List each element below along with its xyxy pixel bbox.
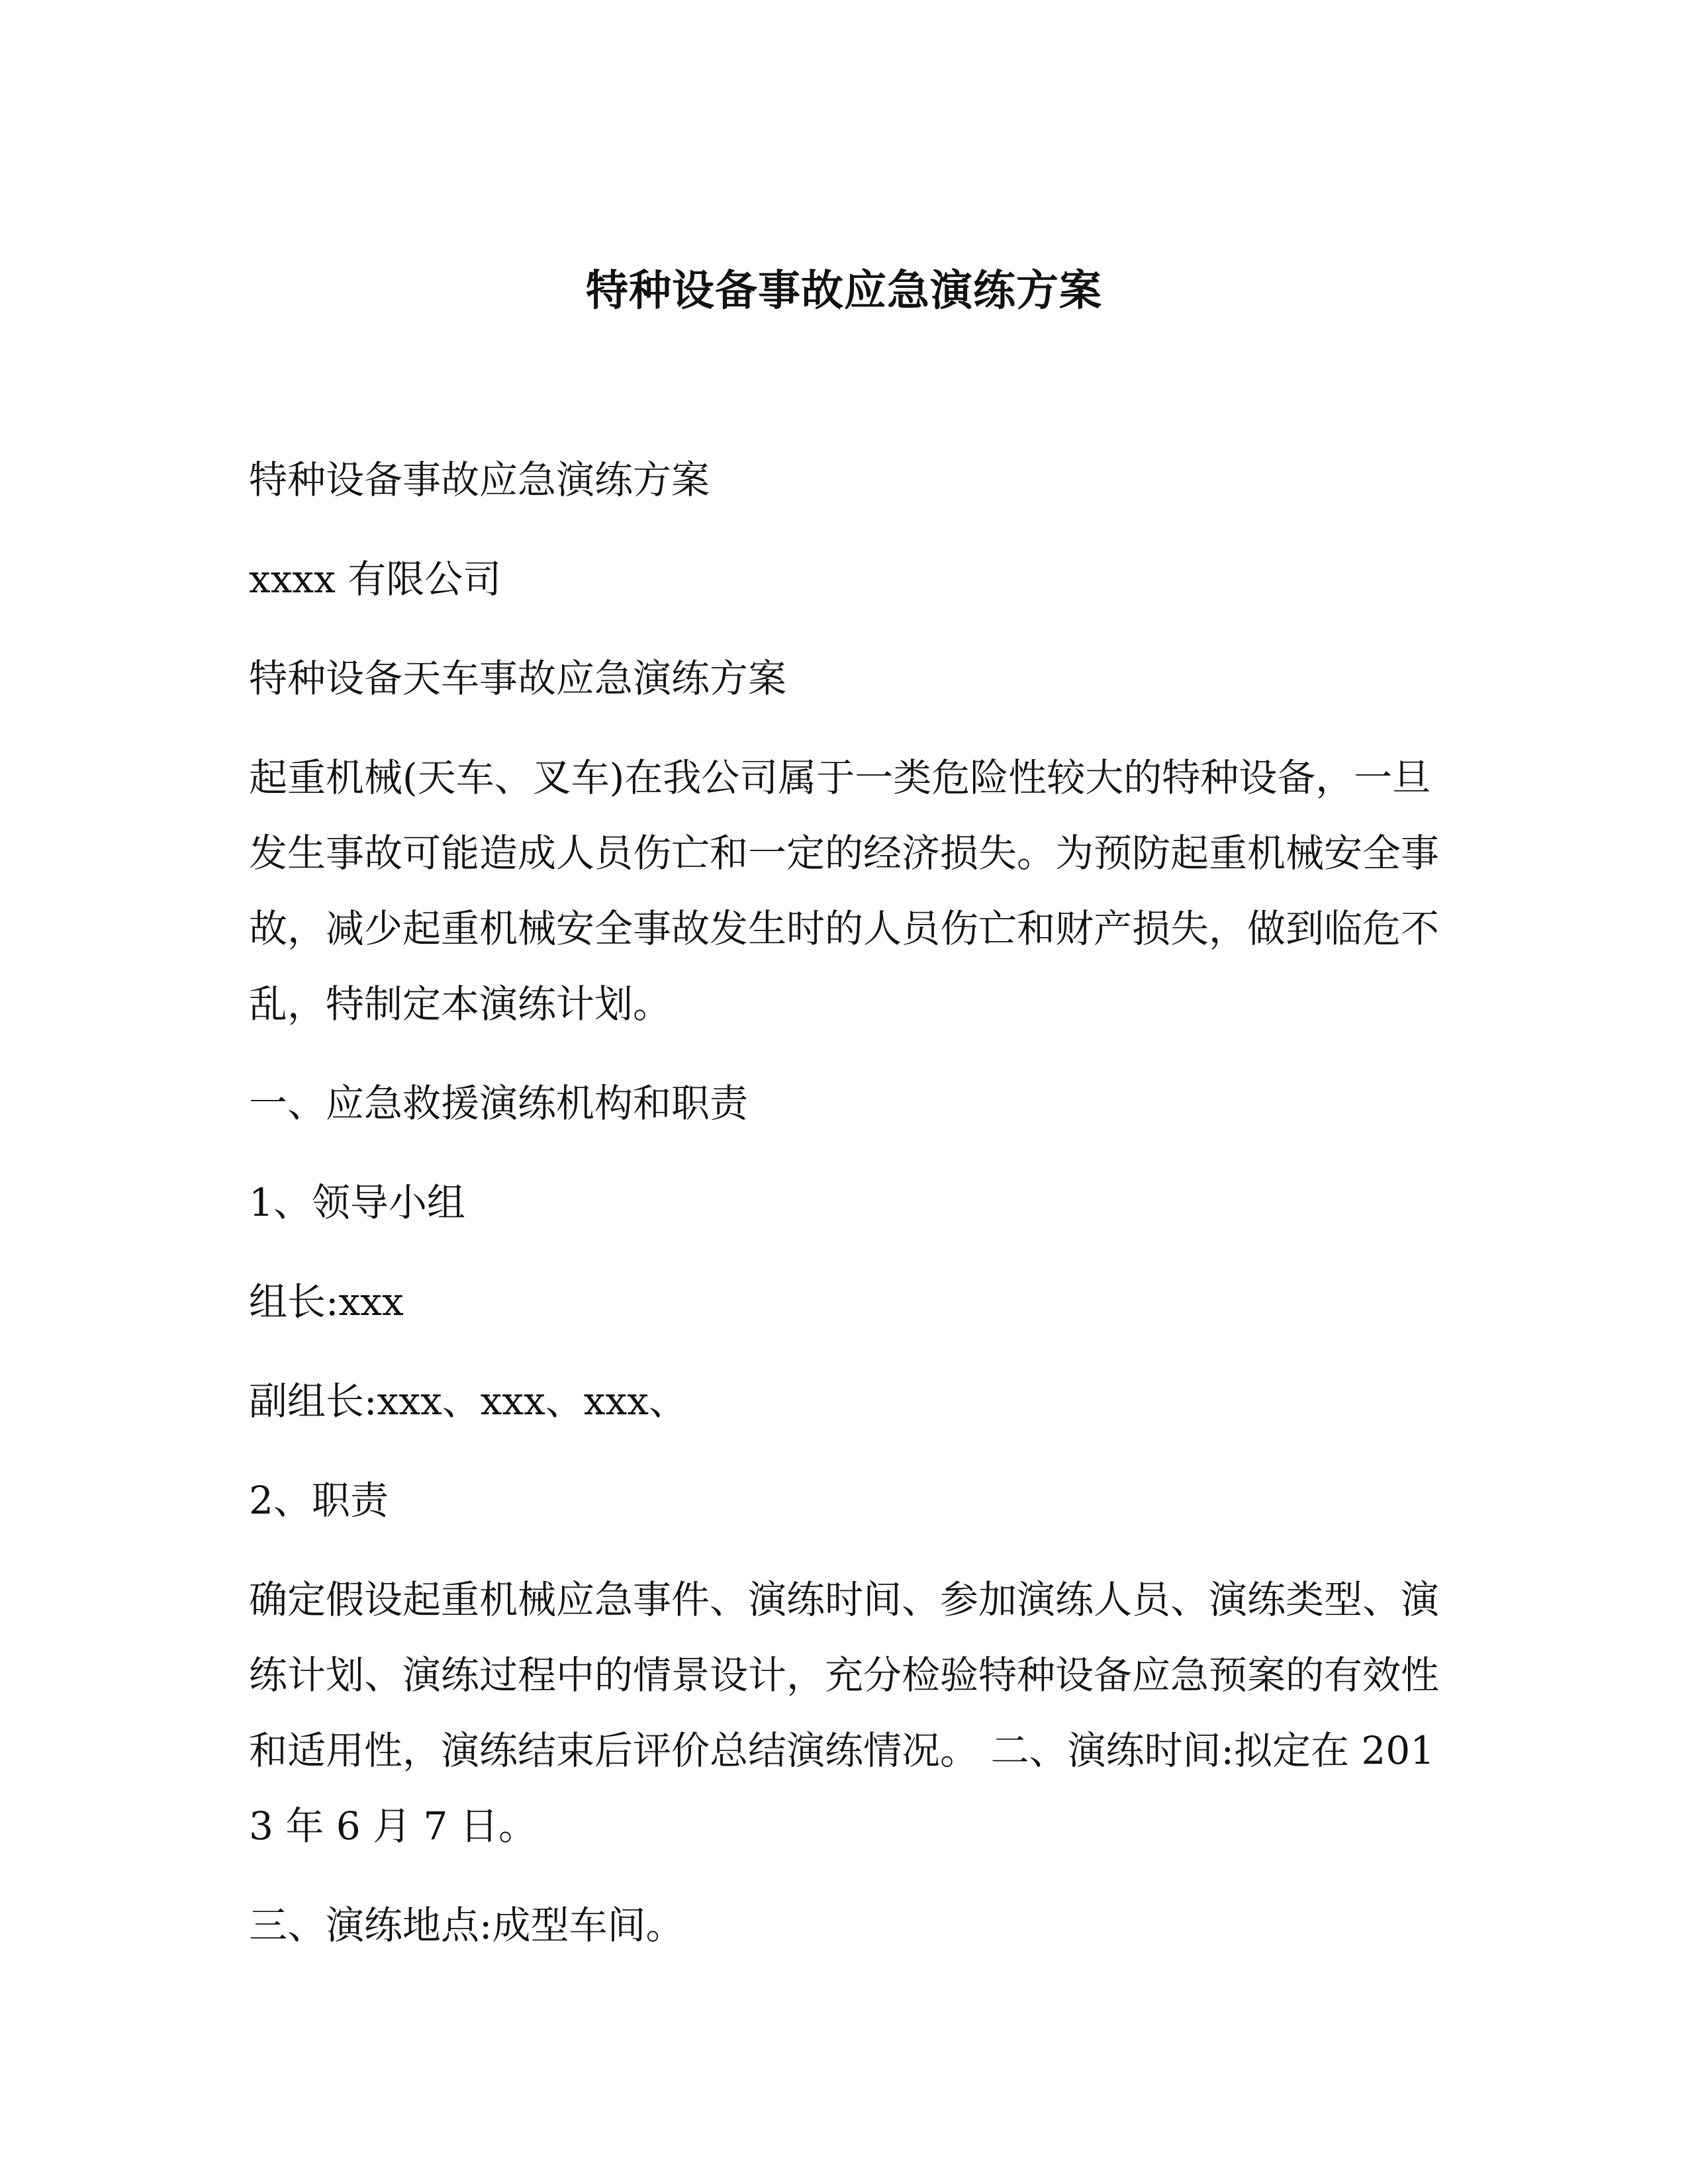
paragraph-doc-name: 特种设备事故应急演练方案 xyxy=(249,457,710,502)
document-body xyxy=(249,442,1440,1987)
paragraph-deputy-leaders: 副组长:xxx、xxx、xxx、 xyxy=(249,1379,687,1424)
section-heading-organization: 一、应急救援演练机构和职责 xyxy=(249,1081,749,1126)
document-title: 特种设备事故应急演练方案 xyxy=(586,266,1102,316)
paragraph-group-leader: 组长:xxx xyxy=(249,1279,404,1324)
paragraph-intro: 起重机械(天车、叉车)在我公司属于一类危险性较大的特种设备，一旦发生事故可能造成人员伤亡和一定的经济损失。为预防起重机械安全事故，减少起重机械安全事故发生时的人员伤亡和财产损失，做到临危不乱，特制定本演练计划。 xyxy=(249,755,1440,1026)
paragraph-location: 三、演练地点:成型车间。 xyxy=(249,1903,684,1948)
subheading-leadership-group: 1、领导小组 xyxy=(249,1180,465,1225)
paragraph-plan-name: 特种设备天车事故应急演练方案 xyxy=(249,656,787,701)
paragraph-duties: 确定假设起重机械应急事件、演练时间、参加演练人员、演练类型、演练计划、演练过程中的情景设计，充分检验特种设备应急预案的有效性和适用性，演练结束后评价总结演练情况。 二、演练时间:拟定在 2013 年 6 月 7 日。 xyxy=(249,1577,1440,1848)
subheading-duties: 2、职责 xyxy=(249,1478,389,1523)
paragraph-company: xxxx 有限公司 xyxy=(249,557,502,602)
